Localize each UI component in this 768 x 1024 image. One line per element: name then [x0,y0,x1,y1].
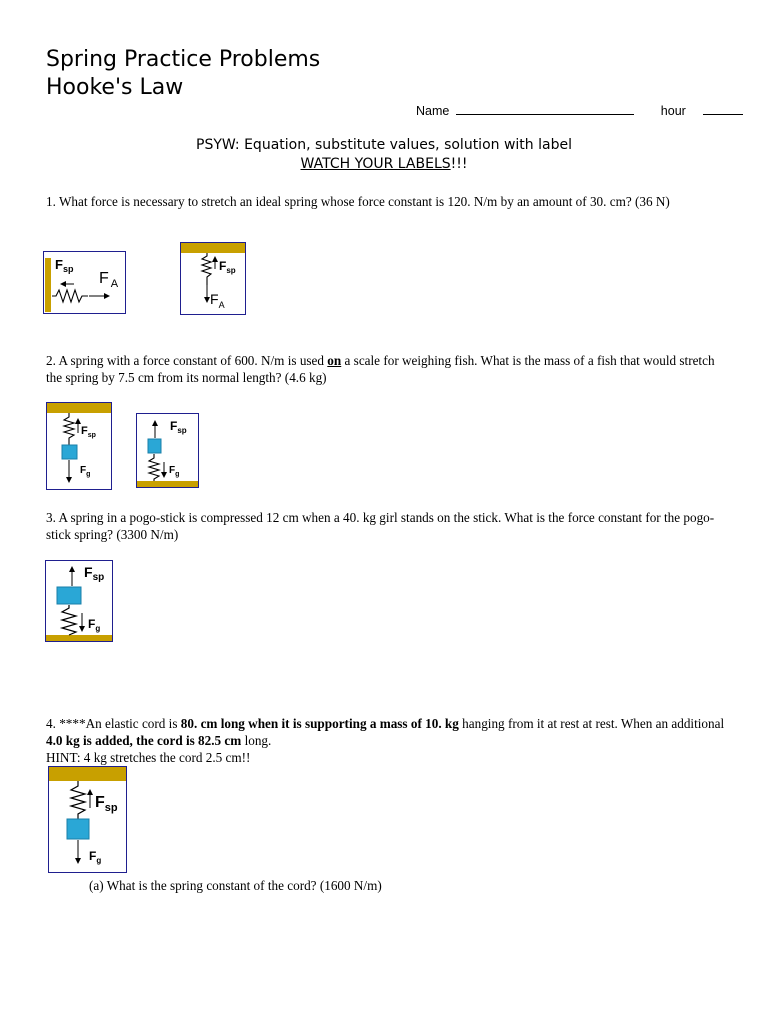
name-label: Name [416,104,450,118]
watch-labels-line [0,156,768,172]
hour-blank [703,103,743,115]
hour-label: hour [660,104,686,118]
spring-icon [62,605,76,635]
figure-pogo-spring [45,560,113,642]
psyw-text: Equation, substitute values, solution with label [239,137,572,153]
ceiling [181,243,245,253]
label-F-sp: $F_{sp}$ [55,257,74,274]
mass-block [148,439,161,453]
figure-vertical-spring [180,242,246,315]
page-title: Spring Practice Problems [46,47,321,72]
problem-1: 1. What force is necessary to stretch an ideal spring whose force constant is 120. N/m by an amount of 30. cm? (36 N) [46,194,670,209]
label-F-A: $F_A$ [210,291,225,310]
spring-icon [149,454,159,481]
watch-exclaim: !!! [450,156,468,172]
figure-hanging-mass [46,402,112,490]
label-F-sp: $F_{sp}$ [81,425,96,439]
figure-compressed-spring [136,413,199,488]
label-F-g: $F_g$ [88,617,101,633]
mass-block [57,587,81,604]
psyw-instructions [0,137,768,153]
emphasis-80cm: 80. cm long when it is supporting a mass of 10. kg [180,716,459,731]
ceiling [47,403,111,413]
figure-elastic-cord [48,766,127,873]
name-blank [456,103,634,115]
problem-2: 2. A spring with a force constant of 600. N/m is used on a scale for weighing fish. What is the mass of a fish that would stretch the spring by 7.5 cm from its normal length? (4.6 kg) [46,353,715,385]
label-F-g: $F_g$ [89,849,102,865]
emphasis-on: on [327,353,342,368]
label-F-g: $F_g$ [80,465,91,478]
name-hour-row [416,103,743,118]
psyw-label: PSYW: [196,137,240,153]
problem-4a: (a) What is the spring constant of the cord? (1600 N/m) [89,878,382,893]
floor [137,481,198,487]
mass-block [67,819,89,839]
problem-4-hint: HINT: 4 kg stretches the cord 2.5 cm!! [46,750,251,765]
figure-horizontal-spring [43,251,126,314]
label-F-g: $F_g$ [169,465,180,478]
spring-icon [202,253,211,285]
watch-labels: WATCH YOUR LABELS [300,156,451,172]
mass-block [62,445,77,459]
ceiling [49,767,126,781]
problem-4: 4. ****An elastic cord is 80. cm long when it is supporting a mass of 10. kg hanging from it at rest at rest. When an additional 4.0 kg is added, the cord is 82.5 cm long. [46,716,725,748]
spring-icon [71,781,85,819]
wall [45,258,51,312]
floor [46,635,112,641]
problem-3: 3. A spring in a pogo-stick is compressed 12 cm when a 40. kg girl stands on the stick. What is the force constant for the pogo-stick spring? (3300 N/m) [46,510,715,542]
label-F-sp: $F_{sp}$ [84,564,105,583]
spring-icon [64,413,74,445]
label-F-sp: $F_{sp}$ [95,794,118,814]
page-subtitle: Hooke's Law [46,75,184,100]
label-F-sp: $F_{sp}$ [219,259,236,275]
label-F-sp: $F_{sp}$ [170,419,187,435]
label-F-A: F $_A$ [99,270,119,290]
emphasis-4kg: 4.0 kg is added, the cord is 82.5 cm [46,733,242,748]
spring-icon [52,290,88,302]
